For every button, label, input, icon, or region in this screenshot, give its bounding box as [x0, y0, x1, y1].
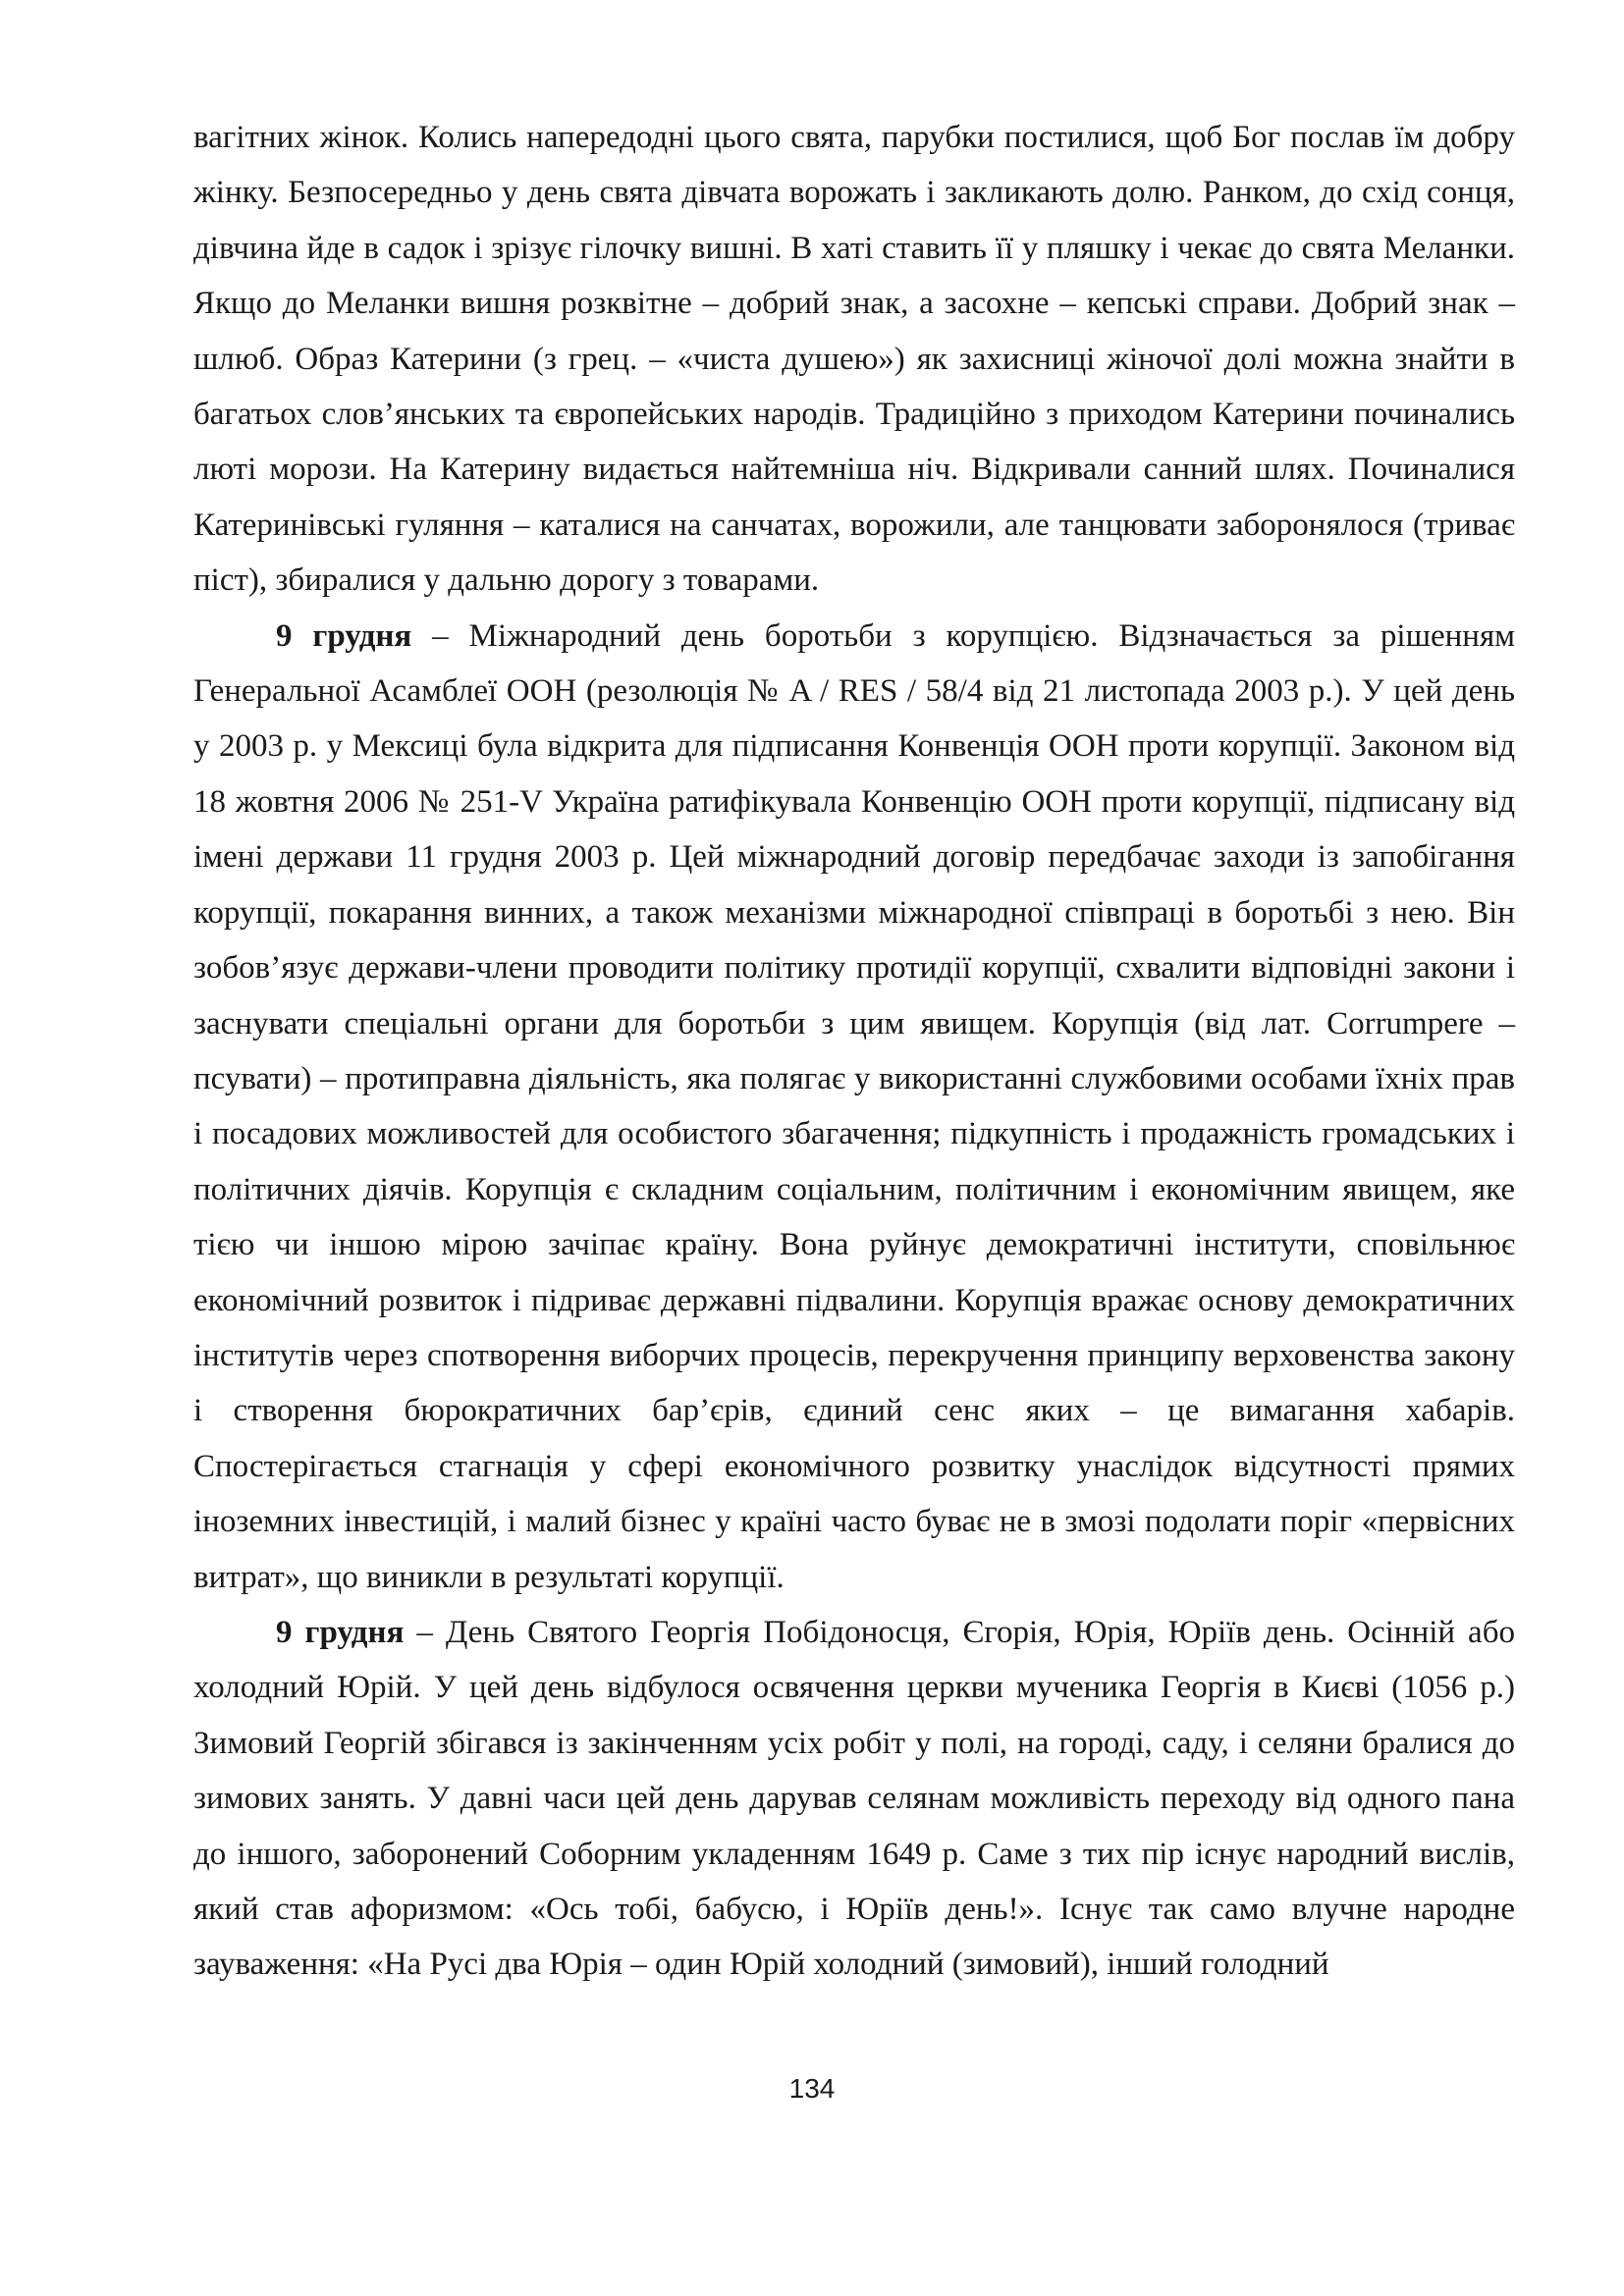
continued-paragraph: вагітних жінок. Колись напередодні цього свята, парубки постилися, щоб Бог послав їм добру жінку. Безпосередньо у день свята дівчата ворожать і закликають долю. Ранком, до схід сонця, дівчина йде в садок і зрізує гілочку вишні. В хаті ставить її у пляшку і чекає до свята Меланки. Якщо до Меланки вишня розквітне – добрий знак, а засохне – кепські справи. Добрий знак – шлюб. Образ Катерини (з грец. – «чиста душею») як захисниці жіночої долі можна знайти в багатьох слов’янських та європейських народів. Традиційно з приходом Катерини починались люті морози. На Катерину видається найтемніша ніч. Відкривали санний шлях. Починалися Катеринівські гуляння – каталися на санчатах, ворожили, але танцювати заборонялося (триває піст), збиралися у дальню дорогу з товарами.: [193, 120, 1515, 599]
entry-paragraph: [193, 609, 1515, 1605]
entry-date: 9 грудня: [276, 1614, 405, 1650]
page-number: 134: [788, 2073, 836, 2104]
entry-date: 9 грудня: [276, 617, 412, 654]
entry-text: – Міжнародний день боротьби з корупцією. Відзначається за рішенням Генеральної Асамблеї ООН (резолюція № A / RES / 58/4 від 21 листопада 2003 р.). У цей день у 2003 р. у Мексиці була відкрита для підписання Конвенція ООН проти корупції. Законом від 18 жовтня 2006 № 251-V Україна ратифікувала Конвенцію ООН проти корупції, підписану від імені держави 11 грудня 2003 р. Цей міжнародний договір передбачає заходи із запобігання корупції, покарання винних, а також механізми міжнародної співпраці в боротьбі з нею. Він зобов’язує держави-члени проводити політику протидії корупції, схвалити відповідні закони і заснувати спеціальні органи для боротьби з цим явищем. Корупція (від лат. Corrumpere – псувати) – протиправна діяльність, яка полягає у використанні службовими особами їхніх прав і посадових можливостей для особистого збагачення; підкупність і продажність громадських і політичних діячів. Корупція є складним соціальним, політичним і економічним явищем, яке тією чи іншою мірою зачіпає країну. Вона руйнує демократичні інститути, сповільнює економічний розвиток і підриває державні підвалини. Корупція вражає основу демократичних інститутів через спотворення виборчих процесів, перекручення принципу верховенства закону і створення бюрократичних бар’єрів, єдиний сенс яких – це вимагання хабарів. Спостерігається стагнація у сфері економічного розвитку унаслідок відсутності прямих іноземних інвестицій, і малий бізнес у країні часто буває не в змозі подолати поріг «первісних витрат», що виникли в результаті корупції.: [193, 617, 1516, 1595]
body-text: [193, 110, 1515, 1993]
entry-paragraph: [193, 1605, 1515, 1993]
entry-text: – День Святого Георгія Побідоносця, Єгорія, Юрія, Юріїв день. Осінній або холодний Юрій. У цей день відбулося освячення церкви мученика Георгія в Києві (1056 р.) Зимовий Георгій збігався із закінченням усіх робіт у полі, на городі, саду, і селяни бралися до зимових занять. У давні часи цей день дарував селянам можливість переходу від одного пана до іншого, заборонений Соборним укладенням 1649 р. Саме з тих пір існує народний вислів, який став афоризмом: «Ось тобі, бабусю, і Юріїв день!». Існує так само влучне народне зауваження: «На Русі два Юрія – один Юрій холодний (зимовий), інший голодний: [193, 1614, 1515, 1983]
